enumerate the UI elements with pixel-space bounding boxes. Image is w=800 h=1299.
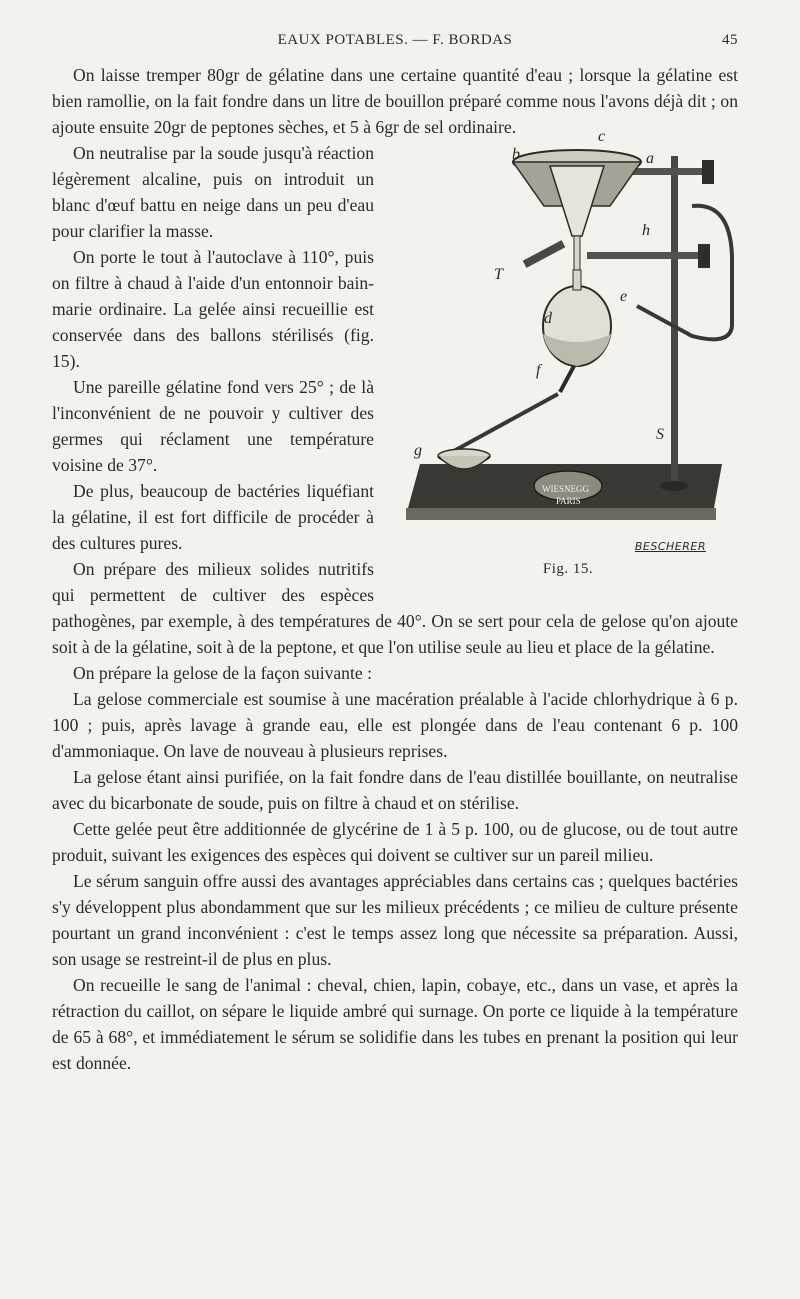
funnel-stem xyxy=(574,236,580,270)
flask-neck xyxy=(573,270,581,290)
upper-clamp-screw xyxy=(702,160,714,184)
paragraph-5: De plus, beaucoup de bactéries liquéfiant la gélatine, il est fort difficile de procéder à des cultures pures. xyxy=(52,481,374,553)
letter-f: f xyxy=(536,362,541,379)
plaque-text-1: WIESNEGG xyxy=(542,484,589,494)
stand-rod xyxy=(671,156,678,488)
running-title: EAUX POTABLES. — F. BORDAS xyxy=(277,32,513,48)
letter-d: d xyxy=(544,310,552,327)
paragraph-10: Cette gelée peut être additionnée de glycérine de 1 à 5 p. 100, ou de glucose, ou de tout autre produit, suivant les exigences des espèces qui doivent se cultiver sur un pareil milieu. xyxy=(52,819,738,865)
page-number: 45 xyxy=(722,32,738,48)
figure-15 xyxy=(392,128,744,594)
letter-a: a xyxy=(646,150,654,167)
running-header xyxy=(52,32,738,54)
letter-h: h xyxy=(642,222,650,239)
letter-e: e xyxy=(620,288,628,305)
engraver-signature: BESCHERER xyxy=(634,540,706,553)
plaque-text-2: PARIS xyxy=(556,496,581,506)
letter-c: c xyxy=(598,128,606,145)
delivery-tube xyxy=(452,394,558,452)
paragraph-11: Le sérum sanguin offre aussi des avantages appréciables dans certains cas ; quelques bactéries s'y développent plus abondamment que sur les milieux précédents ; ce milieu de culture présente pourtant un grand inconvénient : c'est le temps assez long que nécessite sa préparation. Aussi, son usage se restreint-il de plus en plus. xyxy=(52,871,738,969)
body-text xyxy=(52,62,738,1076)
rod-foot xyxy=(660,481,688,491)
flask-outlet xyxy=(560,366,574,392)
paragraph-3: On porte le tout à l'autoclave à 110°, puis on filtre à chaud à l'aide d'un entonnoir bain-marie ordinaire. La gelée ainsi recueillie est conservée dans des ballons stérilisés (fig. 15). xyxy=(52,247,374,371)
letter-S: S xyxy=(656,426,664,443)
figure-caption: Fig. 15. xyxy=(542,561,594,577)
rubber-tube xyxy=(637,206,732,340)
letter-g: g xyxy=(414,442,422,459)
paragraph-1: On laisse tremper 80gr de gélatine dans une certaine quantité d'eau ; lorsque la gélatine est bien ramollie, on la fait fondre dans un litre de bouillon préparé comme nous l'avons déjà dit ; on ajoute ensuite 20gr de peptones sèches, et 5 à 6gr de sel ordinaire. xyxy=(52,65,738,137)
paragraph-6: On prépare des milieux solides nutritifs qui permettent de cultiver des espèces pathogènes, par exemple, à des températures de 40°. On se sert pour cela de gelose qu'on ajoute soit à de la gélatine, soit à de la peptone, et que l'on utilise seule au lieu et place de la gélatine. xyxy=(52,559,738,657)
lower-clamp-arm xyxy=(587,252,699,259)
lower-clamp-screw xyxy=(698,244,710,268)
paragraph-9: La gelose étant ainsi purifiée, on la fait fondre dans de l'eau distillée bouillante, on neutralise avec du bicarbonate de soude, puis on filtre à chaud et on stérilise. xyxy=(52,767,738,813)
paragraph-4: Une pareille gélatine fond vers 25° ; de là l'inconvénient de ne pouvoir y cultiver des germes qui réclament une température voisine de 37°. xyxy=(52,377,374,475)
letter-b: b xyxy=(512,146,520,163)
paragraph-8: La gelose commerciale est soumise à une macération préalable à l'acide chlorhydrique à 6 p. 100 ; puis, après lavage à grande eau, elle est plongée dans de l'eau contenant 6 p. 100 d'ammoniaque. On lave de nouveau à plusieurs reprises. xyxy=(52,689,738,761)
paragraph-2: On neutralise par la soude jusqu'à réaction légèrement alcaline, puis on introduit un blanc d'œuf battu en neige dans un peu d'eau pour clarifier la masse. xyxy=(52,143,374,241)
letter-T: T xyxy=(494,266,503,283)
paragraph-12: On recueille le sang de l'animal : cheval, chien, lapin, cobaye, etc., dans un vase, et après la rétraction du caillot, on sépare le liquide ambré qui surnage. On porte ce liquide à la température de 65 à 68°, et immédiatement le sérum se solidifie dans les tubes en prenant la position qui leur est donnée. xyxy=(52,975,738,1073)
tap-handle xyxy=(523,240,566,268)
paragraph-7: On prépare la gelose de la façon suivante : xyxy=(73,663,372,683)
